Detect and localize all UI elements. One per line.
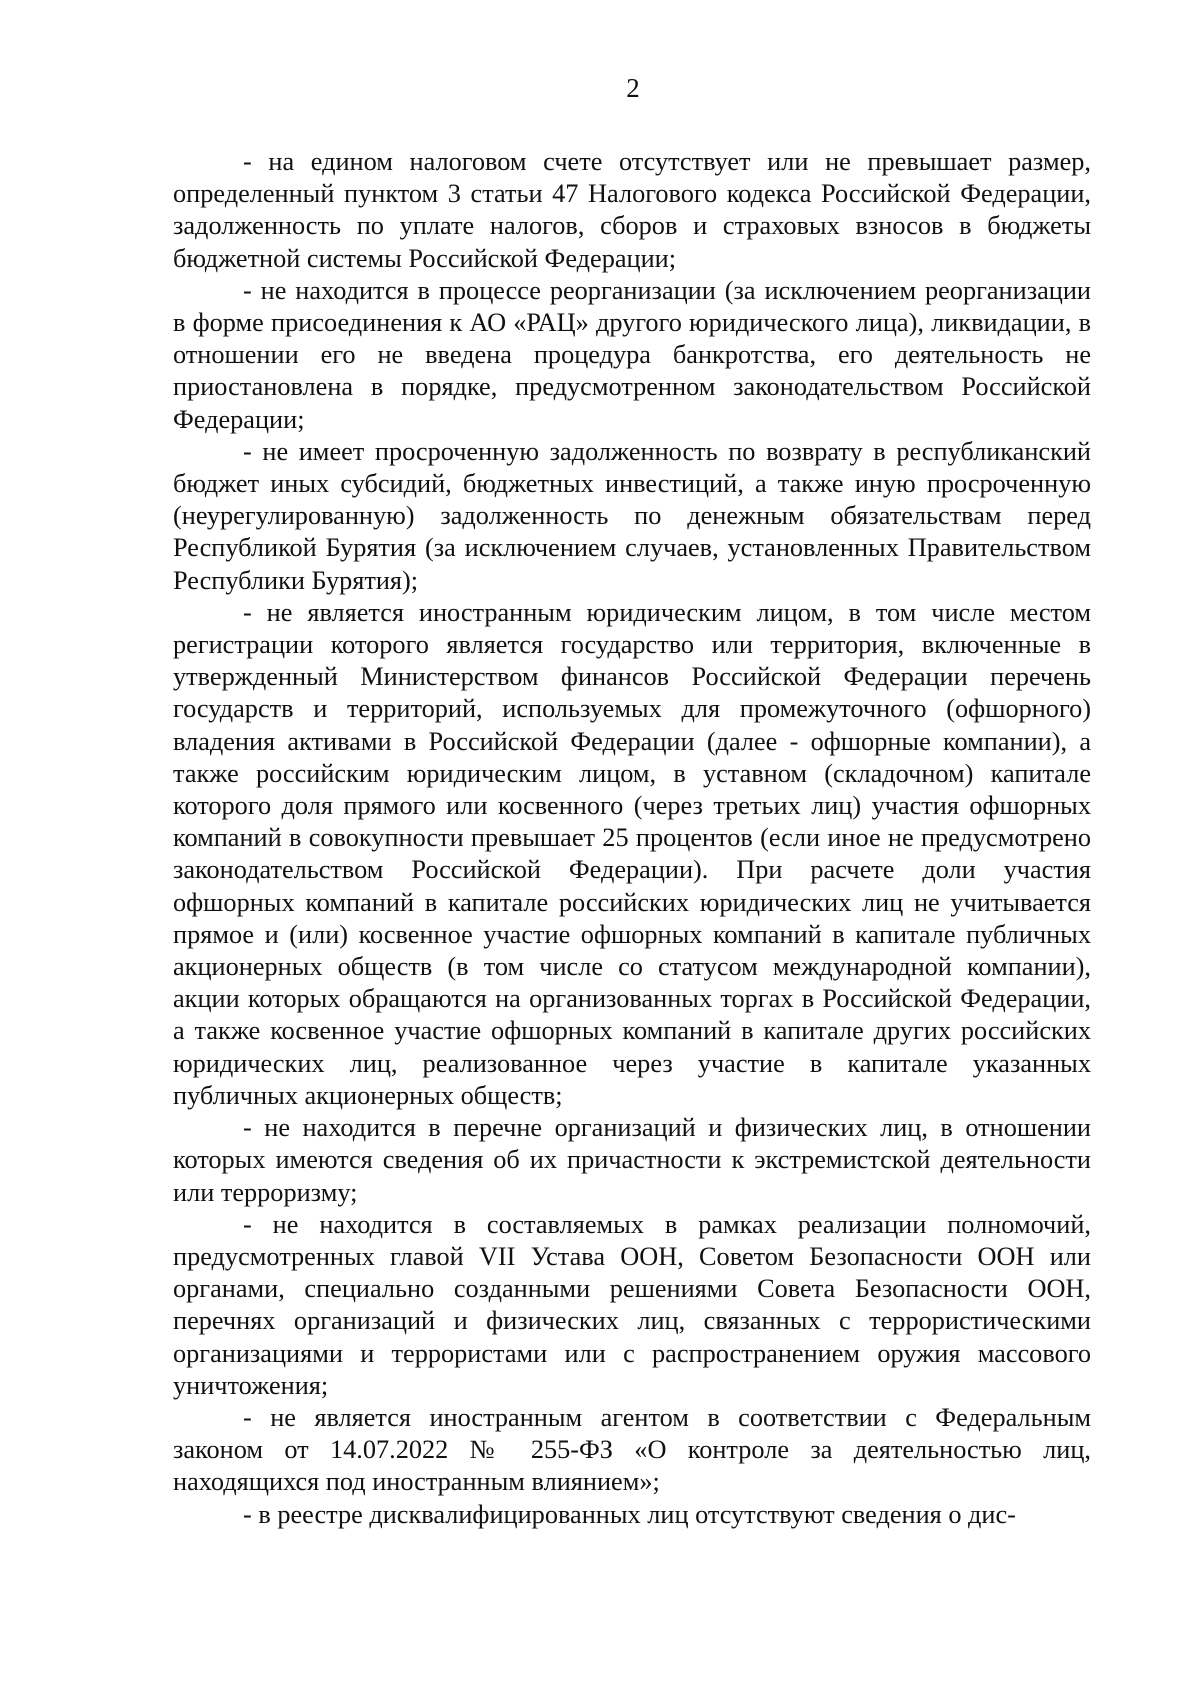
paragraph-foreign-agent: - не является иностранным агентом в соответствии с Федеральным законом от 14.07.2022 № 255-ФЗ «О контроле за деятельностью лиц, находящихся под иностранным влиянием»;: [173, 1402, 1091, 1497]
paragraph-tax-debt: - на едином налоговом счете отсутствует или не превышает размер, определенный пунктом 3 статьи 47 Налогового кодекса Российской Федерации, задолженность по уплате налогов, сборов и страховых взносов в бюджеты бюджетной системы Российской Федерации;: [173, 147, 1091, 273]
paragraph-offshore: - не является иностранным юридическим лицом, в том числе местом регистрации которого является государство или территория, включенные в утвержденный Министерством финансов Российской Федерации перечень государств и территорий, используемых для промежуточного (офшорного) владения активами в Российской Федерации (далее - офшорные компании), а также российским юридическим лицом, в уставном (складочном) капитале которого доля прямого или косвенного (через третьих лиц) участия офшорных компаний в совокупности превышает 25 процентов (если иное не предусмотрено законодательством Российской Федерации). При расчете доли участия офшорных компаний в капитале российских юридических лиц не учитывается прямое и (или) косвенное участие офшорных компаний в капитале публичных акционерных обществ (в том числе со статусом международной компании), акции которых обращаются на организованных торгах в Российской Федерации, а также косвенное участие офшорных компаний в капитале других российских юридических лиц, реализованное через участие в капитале указанных публичных акционерных обществ;: [173, 597, 1091, 1110]
document-body: [173, 146, 1091, 1531]
paragraph-reorganization: - не находится в процессе реорганизации (за исключением реорганизации в форме присоединения к АО «РАЦ» другого юридического лица), ликвидации, в отношении его не введена процедура банкротства, его деятельность не приостановлена в порядке, предусмотренном законодательством Российской Федерации;: [173, 275, 1091, 434]
paragraph-un-sanctions: - не находится в составляемых в рамках реализации полномочий, предусмотренных главой VII Устава ООН, Советом Безопасности ООН или органами, специально созданными решениями Совета Безопасности ООН, перечнях организаций и физических лиц, связанных с террористическими организациями и террористами или с распространением оружия массового уничтожения;: [173, 1209, 1091, 1400]
paragraph-disqualified-registry: - в реестре дисквалифицированных лиц отсутствуют сведения о дис-: [243, 1499, 1016, 1529]
paragraph-overdue-debt: - не имеет просроченную задолженность по возврату в республиканский бюджет иных субсидий, бюджетных инвестиций, а также иную просроченную (неурегулированную) задолженность по денежным обязательствам перед Республикой Бурятия (за исключением случаев, установленных Правительством Республики Бурятия);: [173, 436, 1091, 595]
page-number: 2: [626, 73, 640, 103]
paragraph-extremism-list: - не находится в перечне организаций и физических лиц, в отношении которых имеются сведения об их причастности к экстремистской деятельности или терроризму;: [173, 1113, 1091, 1207]
